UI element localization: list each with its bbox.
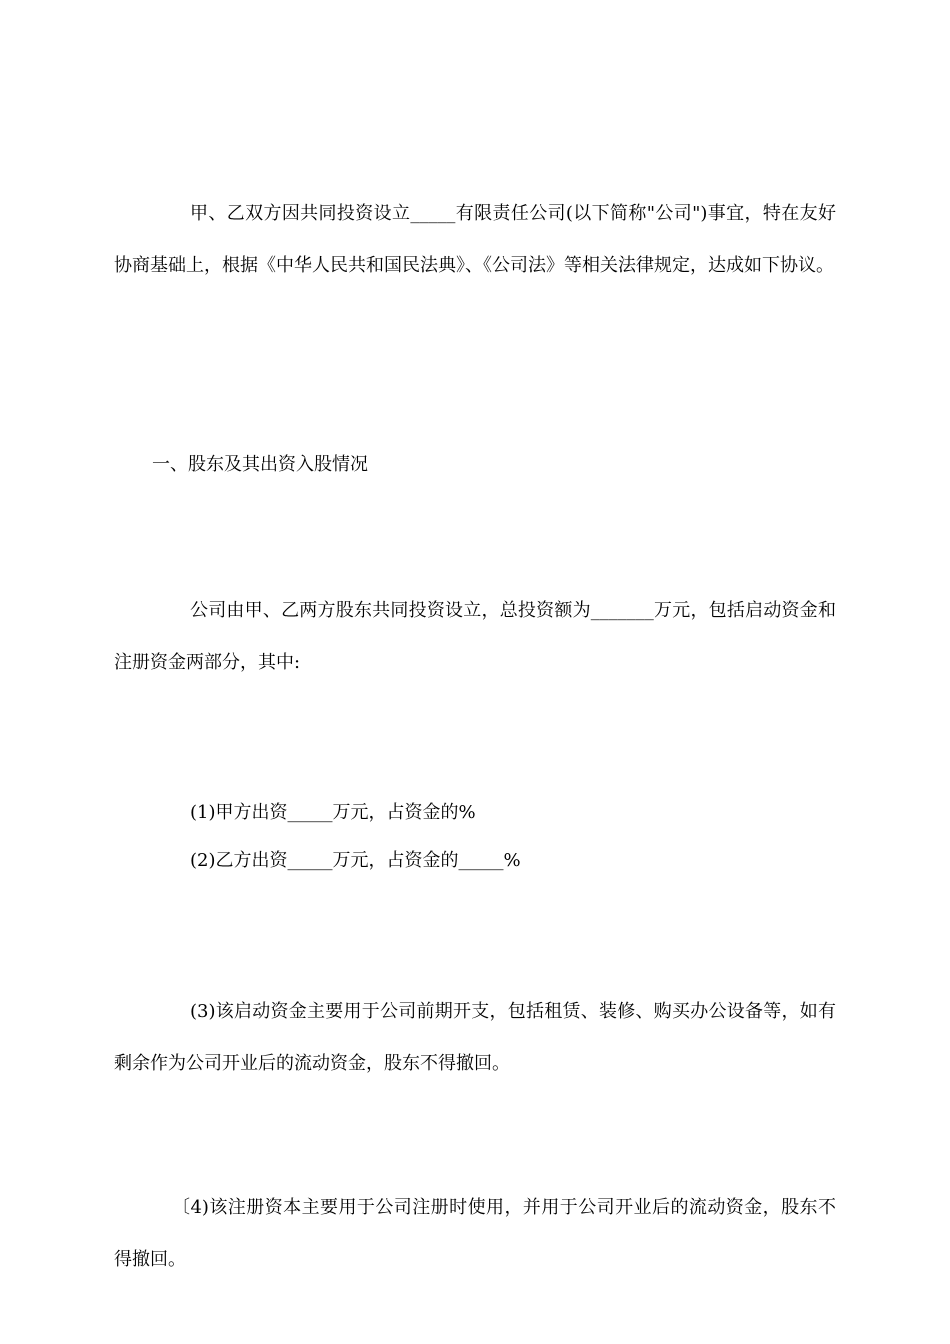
item-party-b-contribution: (2)乙方出资_____万元，占资金的_____%: [190, 850, 521, 871]
investment-paragraph: 公司由甲、乙两方股东共同投资设立，总投资额为_______万元，包括启动资金和注册资金两部分，其中:: [114, 600, 836, 673]
item-party-a-contribution: (1)甲方出资_____万元，占资金的%: [190, 802, 476, 823]
intro-paragraph: 甲、乙双方因共同投资设立_____有限责任公司(以下简称"公司")事宜，特在友好协商基础上，根据《中华人民共和国民法典》、《公司法》等相关法律规定，达成如下协议。: [114, 203, 836, 276]
section-heading-shareholders: 一、股东及其出资入股情况: [152, 454, 368, 475]
item-startup-funds: (3)该启动资金主要用于公司前期开支，包括租赁、装修、购买办公设备等，如有剩余作为公司开业后的流动资金，股东不得撤回。: [114, 1001, 836, 1074]
item-registered-capital: 〔4)该注册资本主要用于公司注册时使用，并用于公司开业后的流动资金，股东不得撤回。: [114, 1197, 836, 1270]
